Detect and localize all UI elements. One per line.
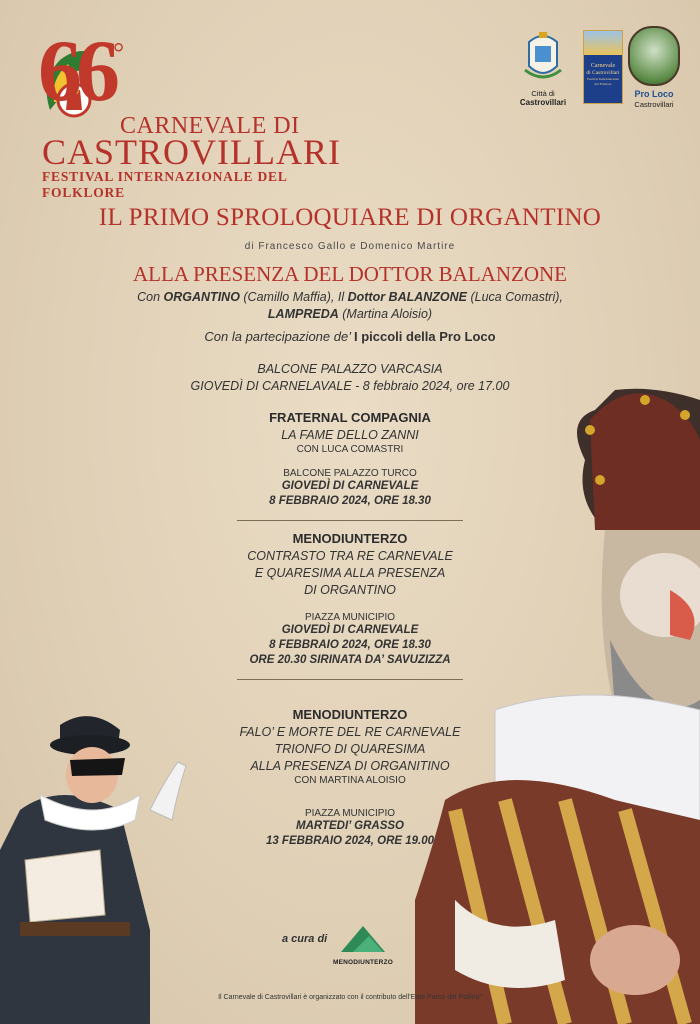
main-venue-date: GIOVEDÌ DI CARNELAVALE - 8 febbraio 2024, ore 17.00 <box>190 379 510 393</box>
event-day: MARTEDI’ GRASSO <box>296 820 404 832</box>
event-subtitle: ALLA PRESENZA DEL DOTTOR BALANZONE <box>133 262 567 286</box>
partner-carnevale-label1: Carnevale <box>590 63 616 69</box>
partner-logo-carnevale <box>583 30 623 104</box>
logo-festival: FESTIVAL INTERNAZIONALE DEL FOLKLORE <box>42 169 287 200</box>
partner-logo-proloco <box>626 26 682 112</box>
event-group: FRATERNAL COMPAGNIA <box>269 410 431 425</box>
event-with: CON MARTINA ALOISIO <box>294 775 406 786</box>
partner-proloco-label1: Pro Loco <box>634 89 674 99</box>
curator-name: MENODIUNTERZO <box>332 959 393 966</box>
event-authors: di Francesco Gallo e Domenico Martire <box>244 241 456 252</box>
participation-line <box>0 329 700 344</box>
event-date: 13 FEBBRAIO 2024, ORE 19.00 <box>265 835 435 847</box>
logo-carnevale-di: CARNEVALE DI <box>120 113 300 139</box>
event-show-title-line: E QUARESIMA ALLA PRESENZA <box>254 566 446 580</box>
participation-prefix: Con la partecipazione de’ <box>204 329 354 344</box>
event-date: 8 FEBBRAIO 2024, ORE 18.30 <box>269 639 431 651</box>
event-show-title-line: ALLA PRESENZA DI ORGANITINO <box>250 759 450 773</box>
participation-group: I piccoli della Pro Loco <box>354 329 496 344</box>
event-show-title: LA FAME DELLO ZANNI <box>281 428 419 442</box>
logo-number: 66 <box>38 23 114 120</box>
event-venue: PIAZZA MUNICIPIO <box>304 612 395 623</box>
pro-loco-emblem-icon <box>628 26 680 86</box>
partner-carnevale-label2: di Castrovillari <box>586 70 620 76</box>
coat-of-arms-icon <box>523 28 563 84</box>
cast-actor-1: (Camillo Maffia), Il <box>239 290 348 304</box>
mountain-logo-icon <box>339 922 387 954</box>
logo-castrovillari: CASTROVILLARI <box>42 132 341 172</box>
cast-line-2 <box>0 306 700 323</box>
cast-prefix: Con <box>137 290 164 304</box>
cast-name-organtino: ORGANTINO <box>163 290 240 304</box>
event-date: 8 FEBBRAIO 2024, ORE 18.30 <box>269 495 431 507</box>
event-cast <box>0 289 700 323</box>
festival-logo <box>0 0 341 200</box>
cast-actor-3: (Martina Aloisio) <box>338 307 433 321</box>
main-venue-name: BALCONE PALAZZO VARCASIA <box>257 362 443 376</box>
partner-proloco-label2: Castrovillari <box>634 100 674 109</box>
event-day: GIOVEDÌ DI CARNEVALE <box>281 480 419 492</box>
event-with: CON LUCA COMASTRI <box>296 444 404 455</box>
partner-carnevale-picture <box>584 31 622 55</box>
cast-name-lampreda: LAMPREDA <box>267 307 339 321</box>
event-group: MENODIUNTERZO <box>292 531 408 546</box>
cast-name-balanzone: Dottor BALANZONE <box>347 290 468 304</box>
event-show-title-line: CONTRASTO TRA RE CARNEVALE <box>247 549 453 563</box>
cast-actor-2: (Luca Comastri), <box>467 290 563 304</box>
partner-logo-citta <box>512 28 574 108</box>
cast-line-1 <box>0 289 700 306</box>
logo-degree: ° <box>113 38 125 69</box>
event-show-title-line: FALO’ E MORTE DEL RE CARNEVALE <box>239 725 461 739</box>
curator-logo <box>328 922 398 966</box>
event-title: IL PRIMO SPROLOQUIARE DI ORGANTINO <box>98 204 602 231</box>
partner-citta-label1: Città di <box>531 89 555 98</box>
event-group: MENODIUNTERZO <box>292 707 408 722</box>
event-extra: ORE 20.30 SIRINATA DA’ SAVUZIZZA <box>249 654 451 666</box>
event-day: GIOVEDÌ DI CARNEVALE <box>281 624 419 636</box>
footer-note: Il Carnevale di Castrovillari è organizzato con il contributo dell’Ente Parco del Pollino” <box>218 994 482 1001</box>
balanzone-illustration <box>0 700 205 1024</box>
event-show-title-line: TRIONFO DI QUARESIMA <box>274 742 426 756</box>
event-venue: PIAZZA MUNICIPIO <box>304 808 395 819</box>
event-venue: BALCONE PALAZZO TURCO <box>283 468 417 479</box>
curator-label: a cura di <box>282 933 328 945</box>
partner-carnevale-label3: Festival Internazionale del Folklore <box>587 77 619 86</box>
re-carnevale-illustration <box>415 380 700 1024</box>
partner-citta-label2: Castrovillari <box>519 98 567 107</box>
event-show-title-line: DI ORGANTINO <box>304 583 396 597</box>
